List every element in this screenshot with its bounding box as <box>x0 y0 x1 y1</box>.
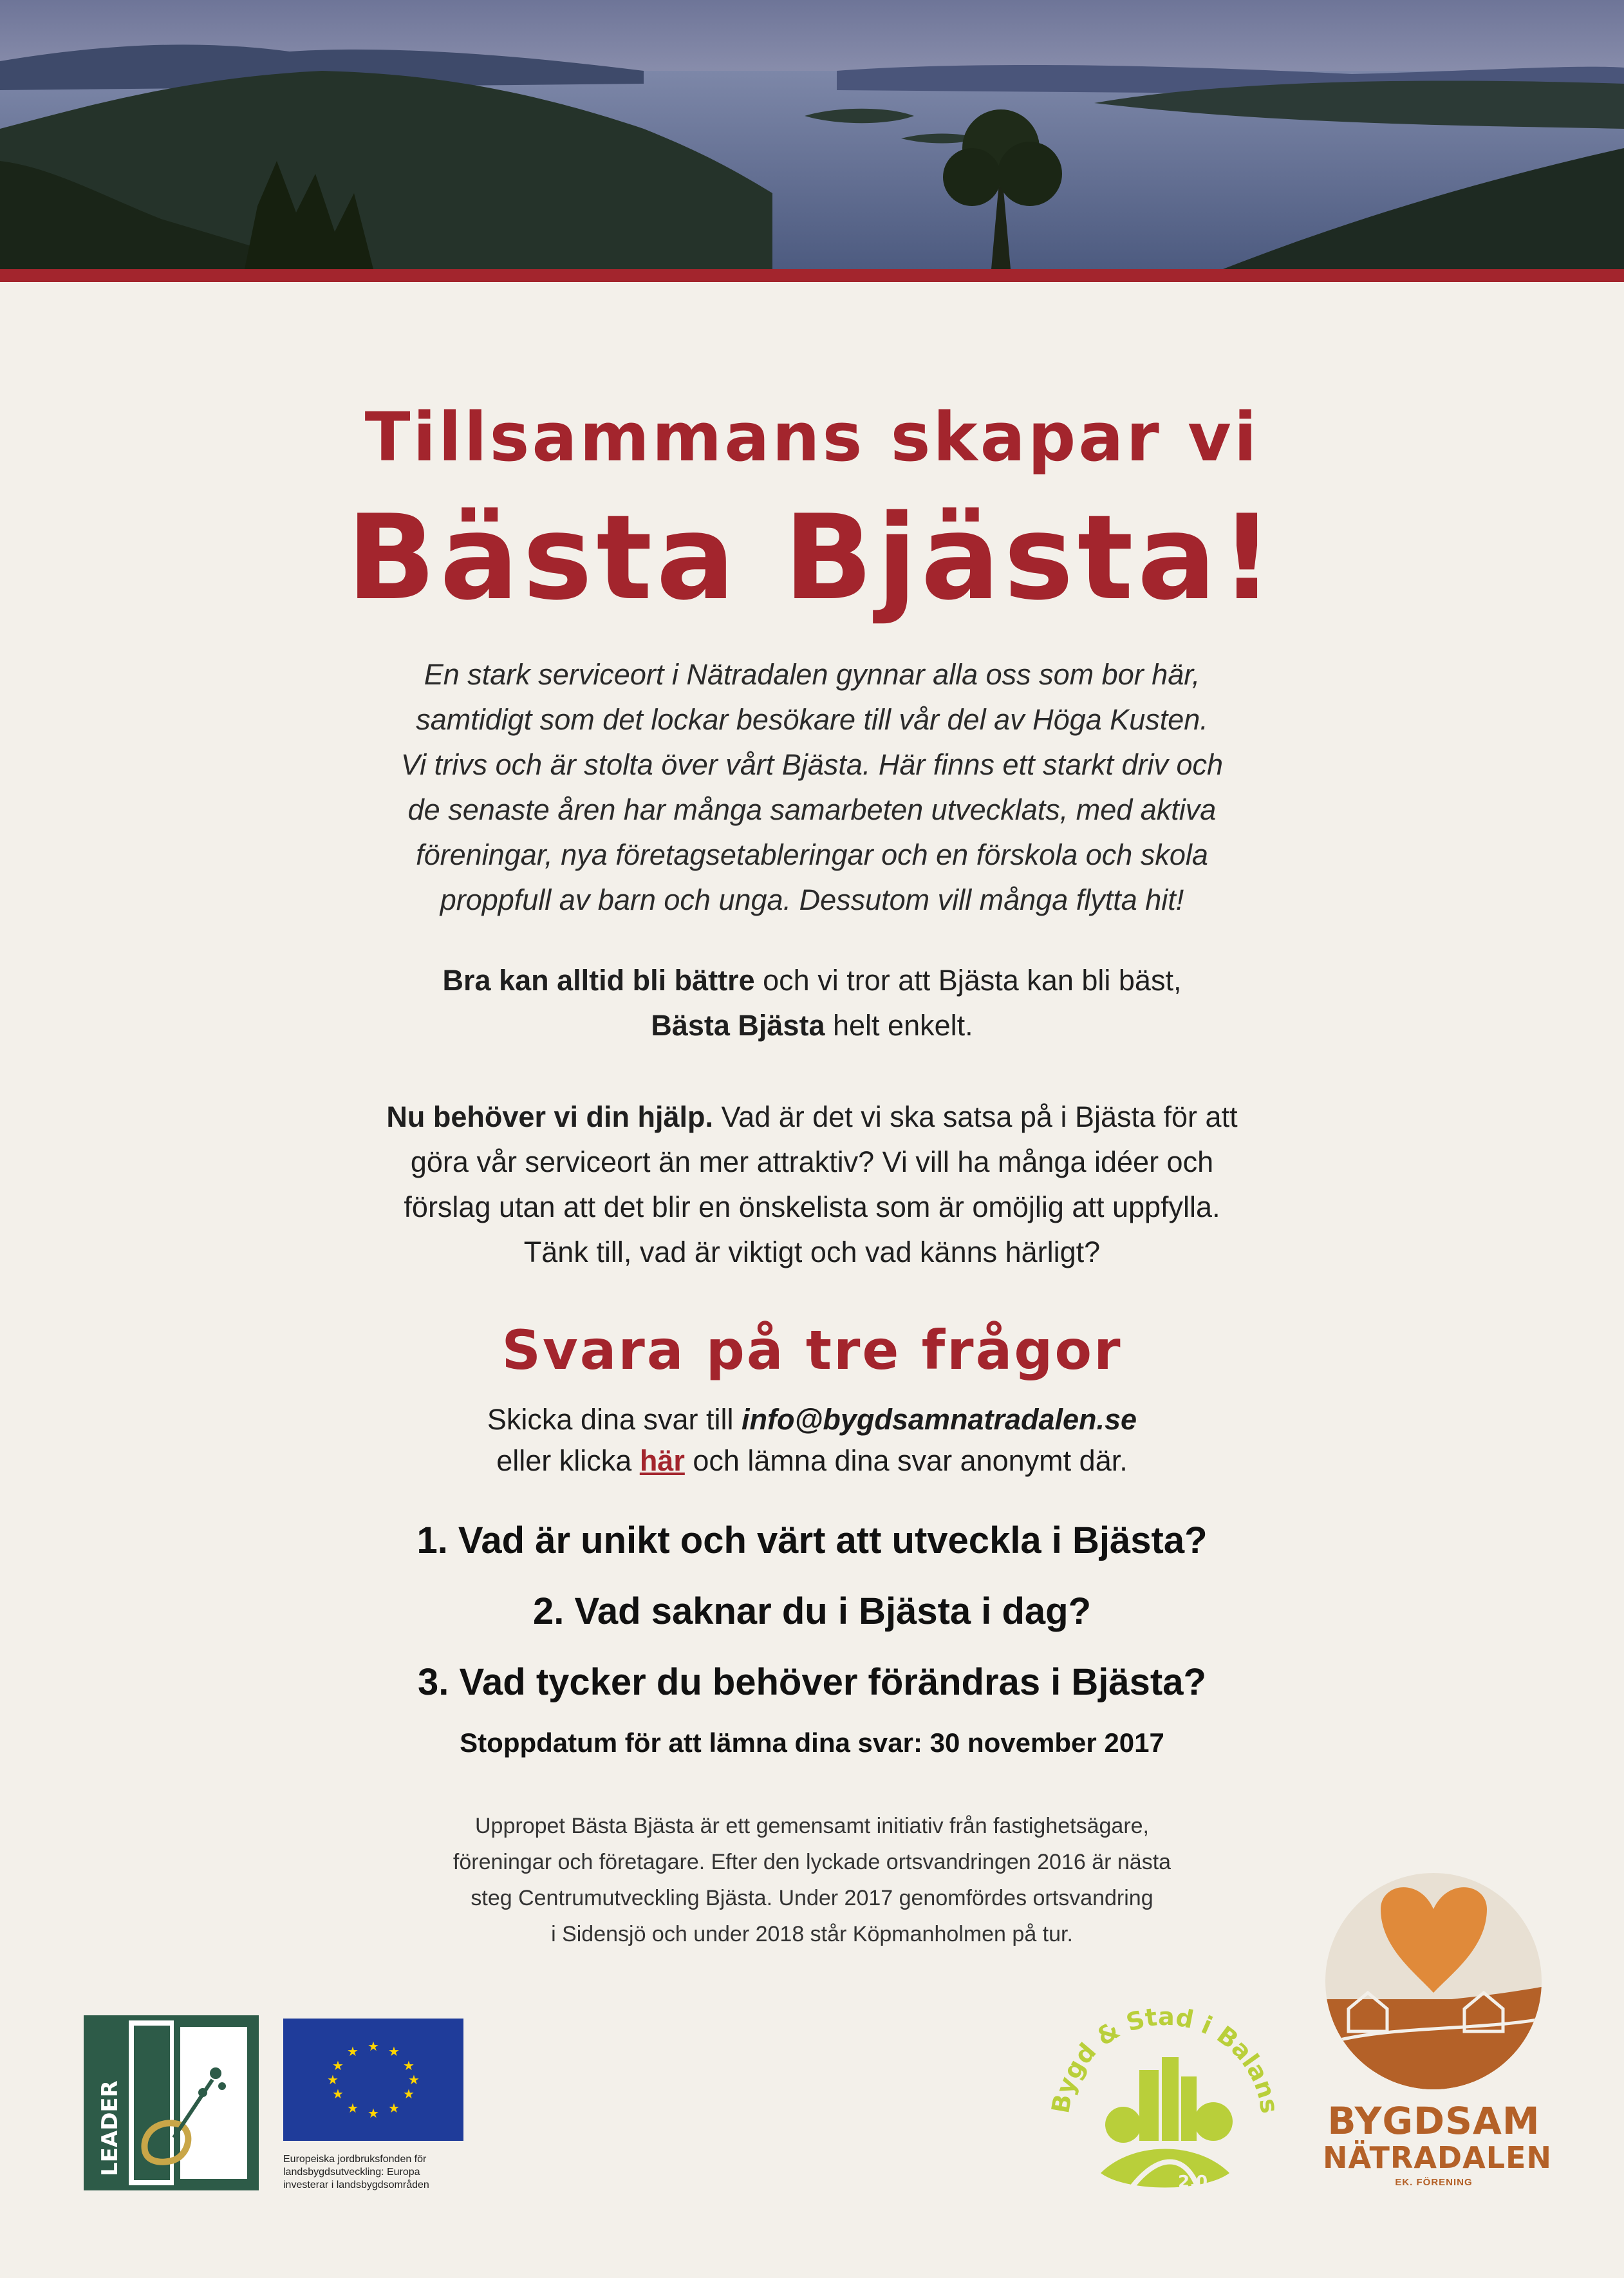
svg-text:★: ★ <box>332 2058 344 2073</box>
svg-text:★: ★ <box>347 2100 359 2116</box>
leader-icon <box>84 2015 259 2190</box>
answer-link[interactable]: här <box>639 1444 685 1477</box>
subheading: Svara på tre frågor <box>501 1319 1123 1382</box>
send-instructions <box>257 1399 1367 1482</box>
bygd-stad-version: 2.0 <box>1178 2172 1208 2192</box>
svg-text:★: ★ <box>388 2100 400 2116</box>
body-text: Vad är det vi ska satsa på i Bjästa för att <box>713 1100 1238 1133</box>
footer-paragraph <box>322 1808 1302 1952</box>
intro-line: En stark serviceort i Nätradalen gynnar alla oss som bor här, <box>424 658 1200 691</box>
send-prefix: Skicka dina svar till <box>487 1403 742 1436</box>
svg-text:★: ★ <box>327 2072 339 2087</box>
svg-text:★: ★ <box>408 2072 420 2087</box>
bygdsam-name-2: NÄTRADALEN <box>1323 2140 1552 2175</box>
svg-text:★: ★ <box>403 2086 415 2102</box>
footer-line: Uppropet Bästa Bjästa är ett gemensamt initiativ från fastighetsägare, <box>475 1814 1149 1838</box>
footer-line: i Sidensjö och under 2018 står Köpmanholmen på tur. <box>551 1922 1073 1946</box>
bygd-stad-label: Bygd & Stad i Balans <box>1046 2002 1284 2116</box>
intro-paragraph <box>257 652 1367 923</box>
questions-list <box>193 1505 1431 1718</box>
bygdsam-name-1: BYGDSAM <box>1327 2099 1540 2143</box>
body-text: göra vår serviceort än mer attraktiv? Vi vill ha många idéer och <box>410 1145 1214 1178</box>
svg-text:★: ★ <box>368 2038 379 2054</box>
body-text: helt enkelt. <box>825 1009 973 1042</box>
bygd-stad-icon <box>1043 1993 1287 2205</box>
footer-line: steg Centrumutveckling Bjästa. Under 2017 genomfördes ortsvandring <box>471 1886 1153 1910</box>
email-link[interactable]: info@bygdsamnatradalen.se <box>742 1403 1137 1436</box>
svg-text:★: ★ <box>388 2044 400 2059</box>
eu-flag-icon <box>283 2019 463 2141</box>
bygdsam-sub: EK. FÖRENING <box>1395 2177 1473 2188</box>
eu-caption-line: landsbygdsutveckling: Europa <box>283 2167 420 2178</box>
body-text: förslag utan att det blir en önskelista som är omöjlig att uppfylla. <box>404 1191 1220 1223</box>
bold-text: Nu behöver vi din hjälp. <box>386 1100 713 1133</box>
question-item: 3. Vad tycker du behöver förändras i Bjästa? <box>418 1661 1206 1703</box>
question-item: 2. Vad saknar du i Bjästa i dag? <box>532 1590 1092 1632</box>
bygdsam-logo <box>1323 1870 1552 2205</box>
bold-text: Bra kan alltid bli bättre <box>442 964 755 997</box>
bygd-stad-logo <box>1043 1993 1287 2205</box>
svg-text:★: ★ <box>403 2058 415 2073</box>
title-line-1: Tillsammans skapar vi <box>364 398 1260 476</box>
intro-line: proppfull av barn och unga. Dessutom vill många flytta hit! <box>440 883 1184 916</box>
intro-line: de senaste åren har många samarbeten utvecklats, med aktiva <box>407 793 1217 826</box>
bygdsam-heart-icon <box>1323 1870 1545 2093</box>
hero-photo <box>0 0 1624 269</box>
paragraph-help <box>257 1095 1367 1275</box>
eu-caption-line: investerar i landsbygdsområden <box>283 2179 429 2190</box>
body-text: och vi tror att Bjästa kan bli bäst, <box>754 964 1182 997</box>
leader-logo <box>84 2015 259 2190</box>
intro-line: föreningar, nya företagsetableringar och en förskola och skola <box>416 838 1208 871</box>
landscape-icon <box>0 0 1624 269</box>
body-text: Tänk till, vad är viktigt och vad känns härligt? <box>523 1236 1101 1268</box>
eu-logo <box>283 2019 467 2192</box>
intro-line: Vi trivs och är stolta över vårt Bjästa. Här finns ett starkt driv och <box>400 748 1224 781</box>
accent-band <box>0 269 1624 282</box>
send-line2-suffix: och lämna dina svar anonymt där. <box>684 1444 1128 1477</box>
title-line-2: Bästa Bjästa! <box>346 489 1278 626</box>
send-line2-prefix: eller klicka <box>496 1444 640 1477</box>
paragraph-better <box>257 958 1367 1048</box>
deadline-text: Stoppdatum för att lämna dina svar: 30 november 2017 <box>460 1727 1164 1758</box>
bold-text: Bästa Bjästa <box>651 1009 825 1042</box>
intro-line: samtidigt som det lockar besökare till vår del av Höga Kusten. <box>416 703 1208 736</box>
eu-caption-line: Europeiska jordbruksfonden för <box>283 2154 427 2165</box>
svg-text:★: ★ <box>368 2105 379 2121</box>
eu-caption <box>283 2153 467 2192</box>
leader-label: LEADER <box>97 2080 123 2176</box>
svg-text:★: ★ <box>347 2044 359 2059</box>
svg-text:★: ★ <box>332 2086 344 2102</box>
footer-line: föreningar och företagare. Efter den lyckade ortsvandringen 2016 är nästa <box>453 1850 1171 1874</box>
question-item: 1. Vad är unikt och värt att utveckla i Bjästa? <box>416 1520 1208 1561</box>
